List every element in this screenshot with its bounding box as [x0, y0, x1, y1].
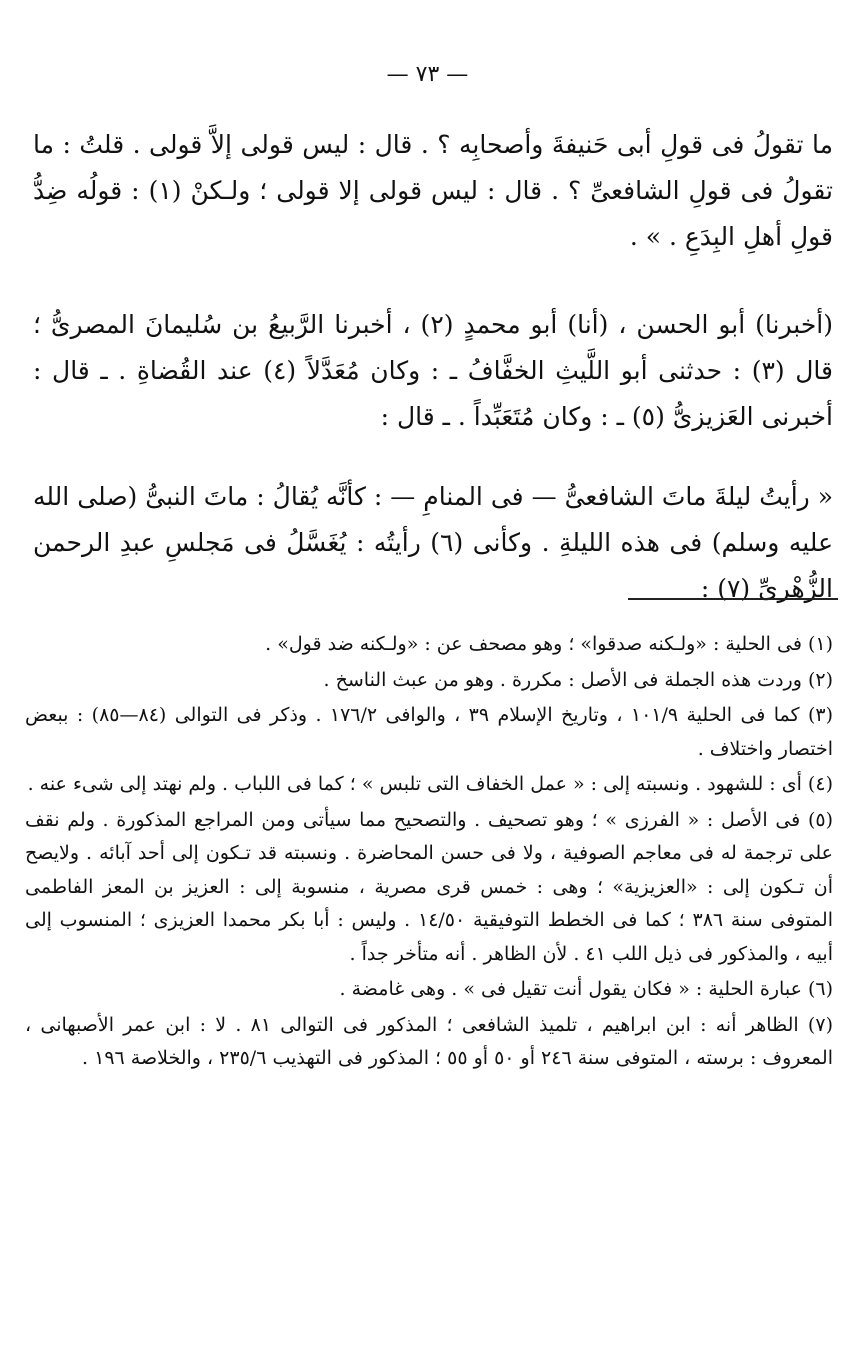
footnotes-section [25, 628, 833, 1078]
footnote-2: (٢) وردت هذه الجملة فى الأصل : مكررة . وهو من عبث الناسخ . [323, 668, 833, 691]
paragraph-text: « رأيتُ ليلةَ ماتَ الشافعىُّ — فى المنامِ — : كأنَّه يُقالُ : ماتَ النبىُّ (صلى الله عليه وسلم) فى هذه الليلةِ . وكأنى (٦) رأيتُه : يُغَسَّلُ فى مَجلسِ عبدِ الرحمن الزُّهْرىِّ (٧) : [33, 482, 833, 603]
paragraph-text: ما تقولُ فى قولِ أبى حَنيفةَ وأصحابِه ؟ . قال : ليس قولى إلاَّ قولى . قلتُ : ما تقولُ فى قولِ الشافعىِّ ؟ . قال : ليس قولى إلا قولى ؛ ولـكنْ (١) : قولُه ضِدُّ قولِ أهلِ البِدَعِ . » . [33, 130, 833, 251]
footnote-6: (٦) عبارة الحلية : « فكان يقول أنت تقيل فى » . وهى غامضة . [339, 978, 833, 1000]
footnote-1: (١) فى الحلية : «ولـكنه صدقوا» ؛ وهو مصحف عن : «ولـكنه ضد قول» . [265, 633, 833, 655]
footnote-5: (٥) فى الأصل : « الفرزى » ؛ وهو تصحيف . والتصحيح مما سيأتى ومن المراجع المذكورة . ولم نقف على ترجمة له فى معاجم الصوفية ، ولا فى حسن المحاضرة . ونسبته قد تـكون إلى أحد آبائه . ولايصح أن تـكون إلى : «العزيزية» ؛ وهى : خمس قرى مصرية ، منسوبة إلى : العزيز بن المعز الفاطمى المتوفى سنة ٣٨٦ ؛ كما فى الخطط التوفيقية ١٤/٥٠ . وليس : أبا بكر محمدا العزيزى ؛ المنسوب إلى أبيه ، والمذكور فى ذيل اللب ٤١ . لأن الظاهر . أنه متأخر جداً . [25, 808, 833, 965]
footnote-divider [628, 598, 838, 600]
footnote-7: (٧) الظاهر أنه : ابن ابراهيم ، تلميذ الشافعى ؛ المذكور فى التوالى ٨١ . لا : ابن عمر الأصبهانى ، المعروف : برسته ، المتوفى سنة ٢٤٦ أو ٥٠ أو ٥٥ ؛ المذكور فى التهذيب ٢٣٥/٦ ، والخلاصة ١٩٦ . [25, 1013, 833, 1069]
paragraph-text: (أخبرنا) أبو الحسن ، (أنا) أبو محمدٍ (٢) ، أخبرنا الرَّبيعُ بن سُليمانَ المصرىُّ ؛ قال (٣) : حدثنى أبو اللَّيثِ الخفَّافُ ـ : وكان مُعَدَّلاً (٤) عند القُضاةِ . ـ قال : أخبرنى العَزيزىُّ (٥) ـ : وكان مُتَعَبِّداً . ـ قال : [33, 310, 834, 431]
body-paragraph-3 [33, 474, 833, 612]
body-paragraph-2 [33, 302, 833, 440]
page-number: — ٧٣ — [386, 62, 469, 87]
body-paragraph-1 [33, 122, 833, 260]
footnote-4: (٤) أى : للشهود . ونسبته إلى : « عمل الخفاف التى تلبس » ؛ كما فى اللباب . ولم نهتد إلى شىء عنه . [27, 773, 833, 795]
footnote-3: (٣) كما فى الحلية ١٠١/٩ ، وتاريخ الإسلام ٣٩ ، والوافى ١٧٦/٢ . وذكر فى التوالى (٨٤—٨٥) : ببعض اختصار واختلاف . [25, 704, 833, 760]
